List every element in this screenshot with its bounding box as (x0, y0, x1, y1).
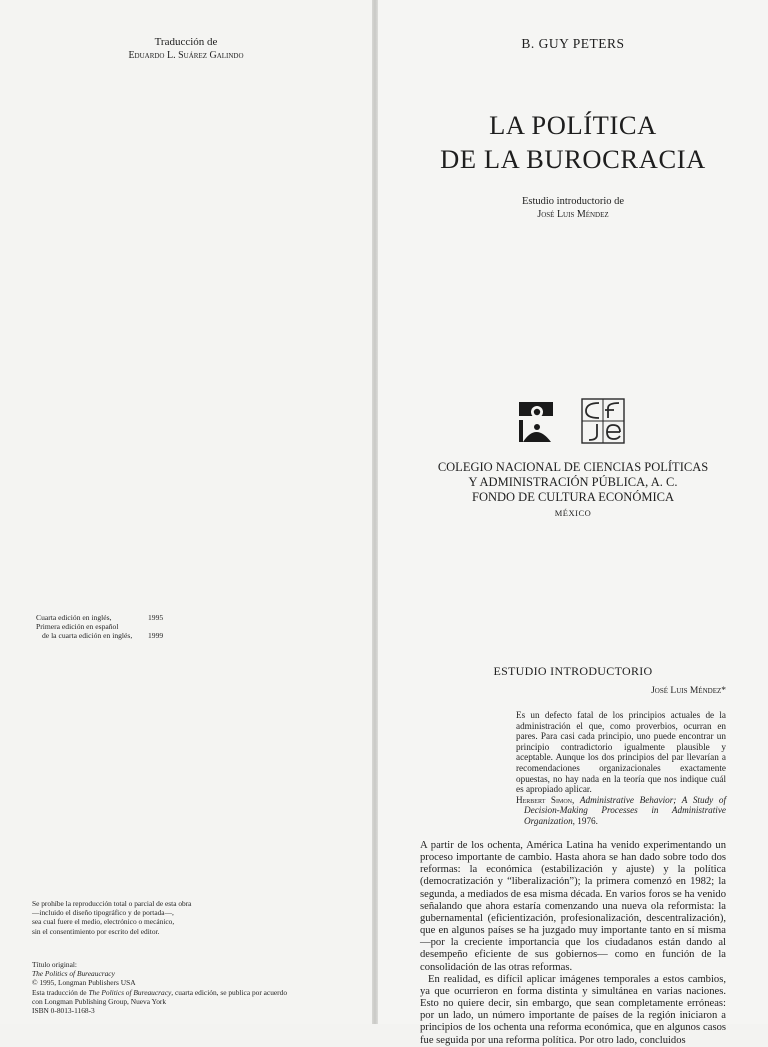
publisher-line-2: Y ADMINISTRACIÓN PÚBLICA, A. C. (468, 475, 678, 490)
original-title: The Politics of Bureaucracy (32, 969, 115, 979)
publisher-line-1: COLEGIO NACIONAL DE CIENCIAS POLÍTICAS (437, 460, 709, 474)
epigraph-quote: Es un defecto fatal de los principios actuales de la administración el que, como proverbios, ocurran en pares. Para casi cada principio, uno puede encontrar un principio contradictorio igualmente plausible y aceptable. Aunque los dos principios del par llevarían a recomendaciones organizacionales exactamente opuestas, no hay nada en la teoría que nos indique cuál es apropiado aplicar. (516, 710, 726, 795)
translation-agreement: Esta traducción de The Politics of Bureaucracy, cuarta edición, se publica por acuerdo (32, 987, 288, 997)
notice-line: —incluido el diseño tipográfico y de portada—, (32, 908, 174, 918)
publisher-city: MÉXICO (554, 507, 592, 518)
edition-year-3: 1999 (148, 631, 164, 640)
left-page (0, 0, 372, 1024)
section-author: José Luis Méndez* (651, 686, 726, 696)
rights-notice (32, 899, 262, 936)
edition-history (36, 613, 186, 640)
translation-label: Traducción de (154, 36, 218, 48)
paragraph: En realidad, es difícil aplicar imágenes temporales a estos cambios, ya que ocurrieron en forma distinta y simultánea en varias naciones. Esto no quiere decir, sin embargo, que sean completamente erróneas: por un lado, un número importante de países de la región iniciaron a principios de los ochenta una reforma económica, que en algunos casos fue seguida por una reforma política. Por otro lado, concluidos (420, 973, 726, 1046)
right-page (378, 0, 768, 1046)
isbn: ISBN 0-8013-1168-3 (32, 1006, 95, 1016)
translation-credit (0, 36, 372, 62)
original-title-block (32, 960, 342, 1015)
translator-name: Eduardo L. Suárez Galindo (128, 50, 244, 61)
notice-line: sea cual fuere el medio, electrónico o mecánico, (32, 917, 175, 927)
edition-year-1: 1995 (148, 613, 164, 622)
intro-author: José Luis Méndez (537, 208, 609, 220)
publisher-line-3: FONDO DE CULTURA ECONÓMICA (472, 490, 674, 505)
book-author: B. GUY PETERS (521, 36, 625, 51)
edition-line-3: de la cuarta edición en inglés, (42, 631, 133, 640)
epigraph-source: Herbert Simon, Administrative Behavior; A Study of Decision-Making Processes in Administrative Organization, 1976. (516, 794, 726, 826)
body-text (420, 840, 726, 1047)
publishers (378, 460, 768, 521)
intro-label: Estudio introductorio de (521, 196, 625, 207)
colegio-logo-icon (517, 400, 555, 442)
edition-line-1: Cuarta edición en inglés, (36, 613, 112, 622)
edition-years (148, 613, 163, 640)
notice-line: Se prohíbe la reproducción total o parcial de esta obra (32, 899, 192, 908)
epigraph (516, 710, 726, 827)
fce-logo-icon (581, 398, 625, 444)
copyright-line: © 1995, Longman Publishers USA (32, 978, 136, 988)
notice-line: sin el consentimiento por escrito del editor. (32, 926, 160, 936)
paragraph: A partir de los ochenta, América Latina ha venido experimentando un proceso importante de cambio. Hasta ahora se han dado sobre todo dos reformas: la económica (estabilización y ajuste) y la política (democratización y “liberalización”); la primera comenzó en 1982; la segunda, a mediados de esa misma década. En varios foros se ha venido señalando que ahora estaría comenzando una nueva ola reformista: la gubernamental (eficientización, profesionalización, descentralización), que en algunos países se ha juzgado muy importante tanto en sí misma —por la creciente importancia que los ciudadanos están dando al desempeño eficiente de sus gobiernos— como en función de la consolidación de las otras reformas. (420, 840, 726, 973)
edition-line-2: Primera edición en español (36, 622, 119, 631)
section-title: ESTUDIO INTRODUCTORIO (493, 664, 653, 678)
title-line-1: LA POLÍTICA (489, 110, 657, 140)
book-title (378, 108, 768, 176)
agreement-line: con Longman Publishing Group, Nueva York (32, 996, 167, 1006)
introduction-credit (378, 196, 768, 221)
title-line-2: DE LA BUROCRACIA (440, 144, 706, 174)
original-label: Título original: (32, 960, 77, 969)
publisher-logos (517, 398, 637, 444)
